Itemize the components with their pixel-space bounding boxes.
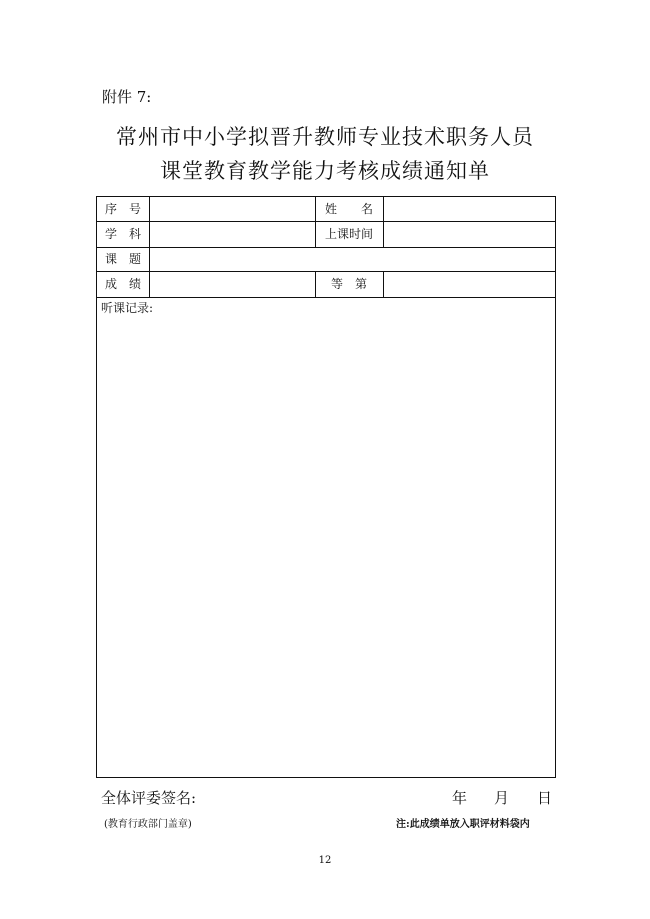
- seq-field[interactable]: [153, 197, 311, 221]
- grade-label: 等 第: [330, 277, 367, 291]
- subject-field[interactable]: [153, 222, 311, 246]
- score-field[interactable]: [153, 272, 311, 296]
- topic-field[interactable]: [153, 247, 551, 271]
- page-number: 12: [318, 855, 332, 866]
- seq-label: 序 号: [104, 202, 141, 216]
- signature-label: 全体评委签名:: [101, 789, 197, 807]
- grade-field[interactable]: [387, 272, 551, 296]
- title-line-2: 课堂教育教学能力考核成绩通知单: [160, 159, 490, 183]
- col-divider: [149, 197, 150, 297]
- annex-label: 附件 7:: [102, 88, 152, 106]
- name-field[interactable]: [387, 197, 551, 221]
- date-year: 年: [452, 789, 468, 807]
- title-line-1: 常州市中小学拟晋升教师专业技术职务人员: [116, 125, 534, 149]
- score-form-table: [96, 196, 556, 778]
- name-label: 姓 名: [324, 202, 373, 216]
- footnote: 注:此成绩单放入职评材料袋内: [396, 819, 530, 830]
- subject-label: 学 科: [104, 227, 141, 241]
- class-time-label: 上课时间: [324, 227, 373, 241]
- date-day: 日: [537, 789, 553, 807]
- score-label: 成 绩: [104, 277, 141, 291]
- col-divider: [383, 197, 384, 247]
- lecture-record-label: 听课记录:: [101, 301, 154, 315]
- col-divider: [383, 271, 384, 297]
- lecture-record-area[interactable]: [101, 317, 551, 772]
- stamp-note: (教育行政部门盖章): [104, 819, 192, 830]
- date-month: 月: [494, 789, 510, 807]
- row-divider: [97, 297, 555, 298]
- class-time-field[interactable]: [387, 222, 551, 246]
- topic-label: 课 题: [104, 252, 141, 266]
